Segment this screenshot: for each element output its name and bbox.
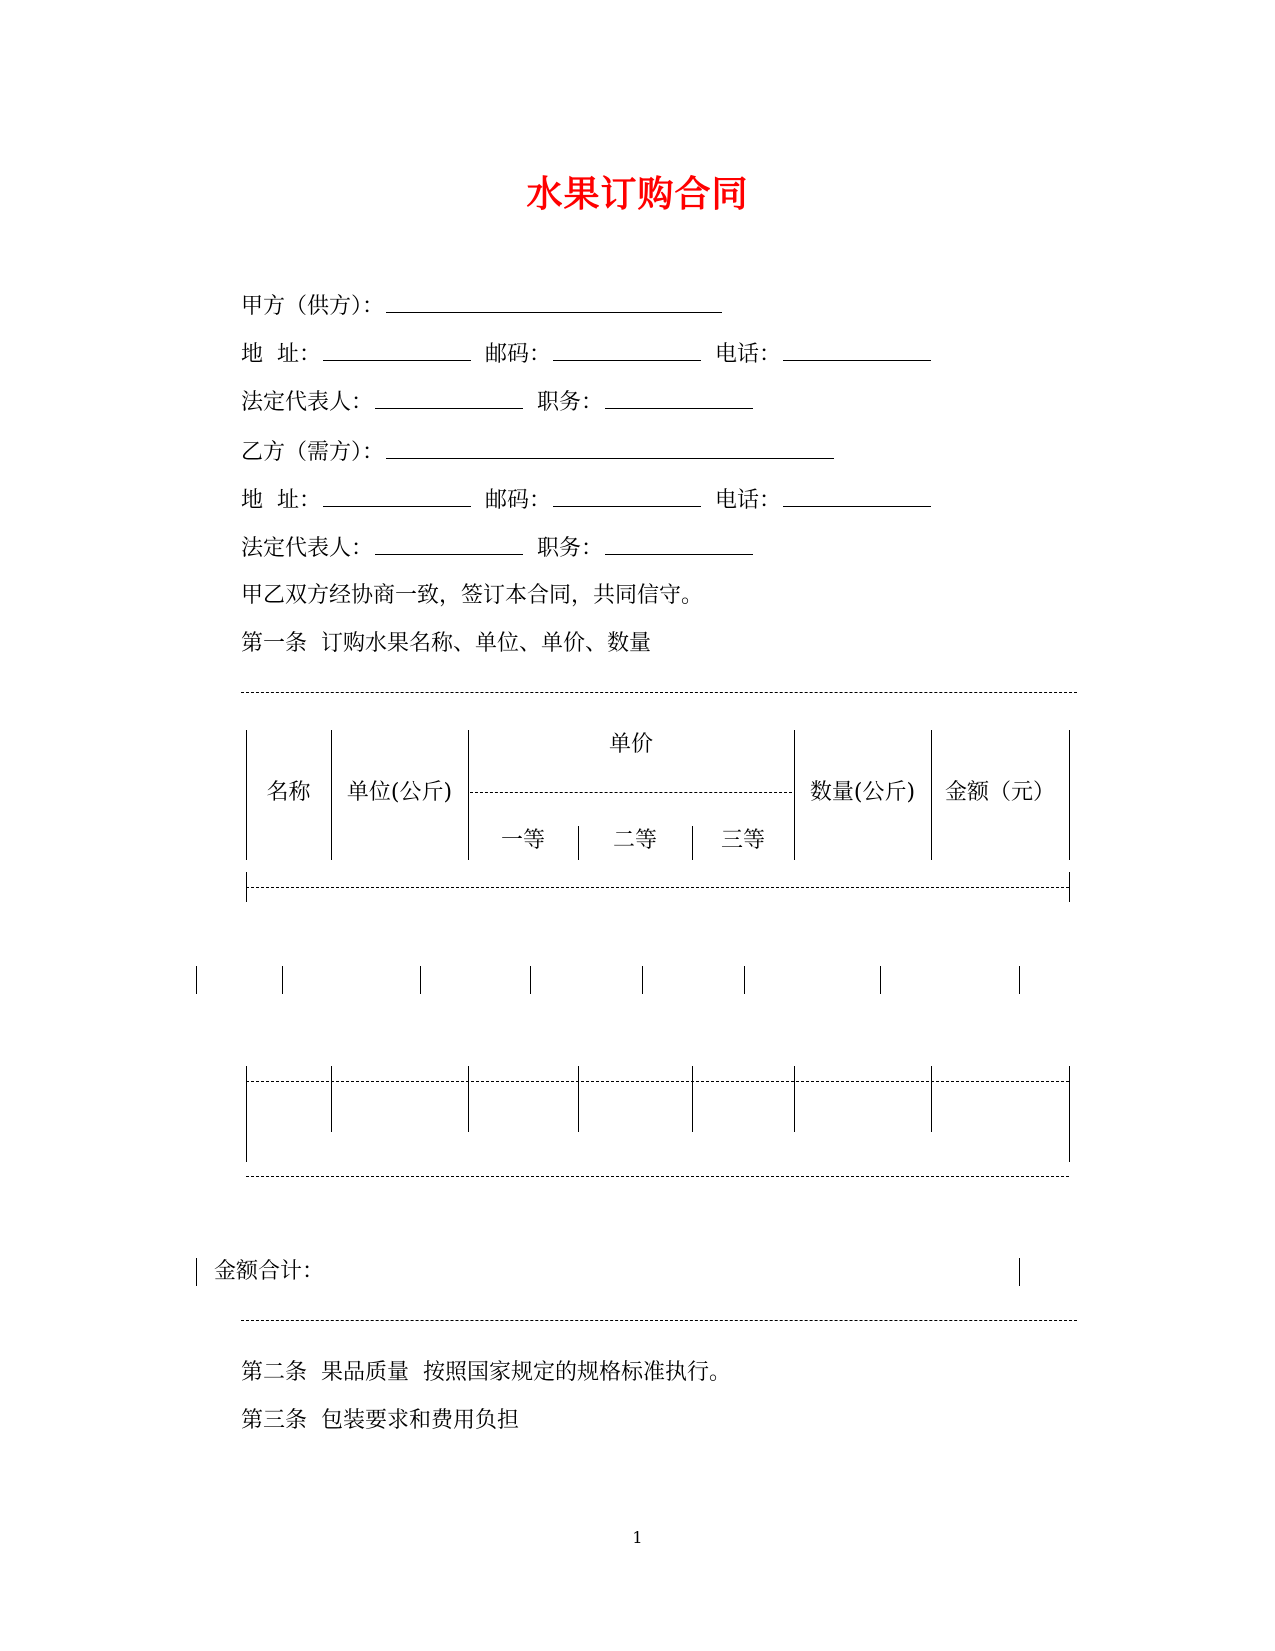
data-row-vbar [530, 966, 531, 994]
data-row-vbar [1019, 966, 1020, 994]
party-b-position-field[interactable] [605, 532, 753, 555]
table-vbar [246, 1066, 247, 1162]
total-row-vbar [1019, 1258, 1020, 1286]
party-a-address-label: 地 址： [241, 342, 321, 367]
party-a-rep-line [241, 386, 755, 418]
table-row-rule [246, 1176, 1069, 1177]
col-header-grade1: 一等 [500, 828, 545, 853]
table-vbar [1069, 730, 1070, 860]
total-label: 金额合计： [214, 1259, 325, 1284]
party-a-rep-label: 法定代表人： [241, 390, 374, 415]
party-b-address-line [241, 484, 933, 516]
party-b-address-label: 地 址： [241, 488, 321, 513]
agreement-text: 甲乙双方经协商一致，签订本合同，共同信守。 [241, 583, 704, 608]
party-a-phone-field[interactable] [783, 338, 931, 361]
party-a-position-label: 职务： [537, 390, 604, 415]
table-bottom-rule [241, 1320, 1077, 1321]
table-vbar [1069, 872, 1070, 902]
price-sub-rule [470, 792, 792, 793]
col-header-price: 单价 [608, 732, 653, 757]
party-a-position-field[interactable] [605, 386, 753, 409]
article-3-heading: 第三条 包装要求和费用负担 [241, 1408, 519, 1433]
table-vbar [1069, 1066, 1070, 1162]
table-vbar [246, 872, 247, 902]
table-row-rule [246, 1081, 1069, 1082]
col-header-qty: 数量(公斤) [809, 780, 916, 805]
article-2-text: 第二条 果品质量 按照国家规定的规格标准执行。 [241, 1360, 731, 1385]
table-top-rule [241, 692, 1077, 693]
party-b-label: 乙方（需方）： [241, 440, 385, 465]
party-b-line [241, 436, 836, 468]
party-b-zip-label: 邮码： [485, 488, 552, 513]
table-vbar [578, 1066, 579, 1132]
total-amount-field[interactable] [332, 1257, 992, 1285]
party-b-phone-field[interactable] [783, 484, 931, 507]
page-number: 1 [632, 1528, 643, 1547]
party-a-name-field[interactable] [386, 290, 722, 313]
table-vbar [468, 1066, 469, 1132]
party-a-zip-field[interactable] [553, 338, 701, 361]
party-a-line [241, 290, 724, 322]
col-header-unit: 单位(公斤) [346, 780, 453, 805]
party-b-rep-field[interactable] [375, 532, 523, 555]
data-row-vbar [744, 966, 745, 994]
col-header-amount: 金额（元） [944, 780, 1055, 805]
data-row-vbar [880, 966, 881, 994]
party-b-zip-field[interactable] [553, 484, 701, 507]
article-1-heading: 第一条 订购水果名称、单位、单价、数量 [241, 631, 651, 656]
party-a-address-field[interactable] [323, 338, 471, 361]
party-b-name-field[interactable] [386, 436, 834, 459]
data-row-vbar [420, 966, 421, 994]
party-b-address-field[interactable] [323, 484, 471, 507]
party-b-rep-label: 法定代表人： [241, 536, 374, 561]
col-header-grade3: 三等 [720, 828, 765, 853]
table-vbar [931, 1066, 932, 1132]
party-b-position-label: 职务： [537, 536, 604, 561]
party-a-phone-label: 电话： [715, 342, 782, 367]
party-b-rep-line [241, 532, 755, 564]
table-vbar [331, 1066, 332, 1132]
party-a-zip-label: 邮码： [485, 342, 552, 367]
col-header-grade2: 二等 [612, 828, 657, 853]
table-header-bottom-rule [246, 887, 1069, 888]
party-a-label: 甲方（供方）： [241, 294, 385, 319]
data-row-vbar [642, 966, 643, 994]
data-row-vbar [196, 966, 197, 994]
col-header-name: 名称 [266, 780, 311, 805]
total-row-vbar [196, 1258, 197, 1286]
table-vbar [794, 1066, 795, 1132]
document-title: 水果订购合同 [526, 173, 749, 215]
party-a-address-line [241, 338, 933, 370]
data-row-vbar [282, 966, 283, 994]
table-vbar [692, 1066, 693, 1132]
party-b-phone-label: 电话： [715, 488, 782, 513]
party-a-rep-field[interactable] [375, 386, 523, 409]
